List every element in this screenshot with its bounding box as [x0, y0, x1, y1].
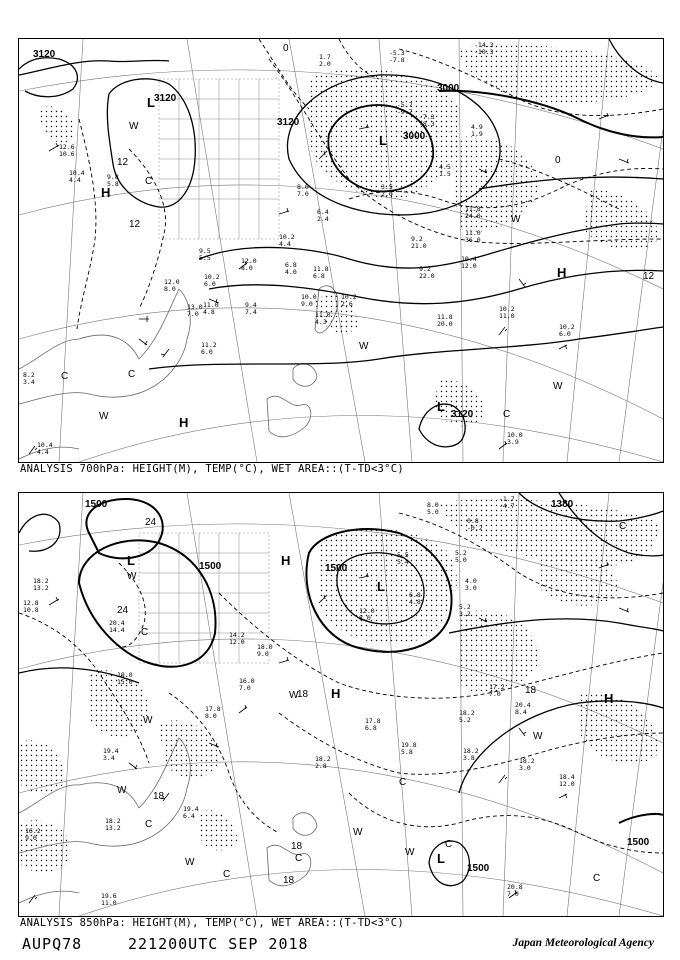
low-pressure-center: L [127, 553, 135, 568]
station-temperature: 19.6 [101, 892, 117, 900]
contour-label: 3120 [451, 409, 474, 420]
station-dewpoint-depression: 7.0 [187, 310, 199, 318]
low-pressure-center: L [379, 133, 387, 148]
station-temperature: 19.4 [103, 747, 119, 755]
station-dewpoint-depression: 2.4 [317, 215, 329, 223]
station-dewpoint-depression: 9.0 [25, 834, 37, 842]
station-temperature: 12.6 [59, 143, 75, 151]
station-dewpoint-depression: 6.0 [559, 330, 571, 338]
warm-marker: W [553, 381, 563, 392]
station-temperature: 14.2 [229, 631, 245, 639]
station-dewpoint-depression: 8.4 [515, 708, 527, 716]
station-dewpoint-depression: 3.0 [465, 584, 477, 592]
station-dewpoint-depression: 8.0 [164, 285, 176, 293]
station-temperature: 4.0 [465, 577, 477, 585]
station-temperature: -5.7 [397, 101, 413, 109]
contour-label: 18 [291, 841, 303, 852]
station-temperature: 11.2 [201, 341, 217, 349]
warm-marker: W [99, 411, 109, 422]
station-dewpoint-depression: 22.0 [419, 272, 435, 280]
station-dewpoint-depression: 8.0 [205, 712, 217, 720]
station-temperature: -5.3 [389, 49, 405, 57]
station-temperature: 0.8 [467, 517, 479, 525]
station-dewpoint-depression: 3.0 [519, 764, 531, 772]
warm-marker: W [533, 731, 543, 742]
high-pressure-center: H [604, 691, 614, 706]
station-temperature: 18.2 [519, 757, 535, 765]
station-dewpoint-depression: 6.0 [204, 280, 216, 288]
station-dewpoint-depression: 3.9 [507, 438, 519, 446]
station-dewpoint-depression: -7.8 [389, 56, 405, 64]
station-temperature: 5.2 [455, 549, 467, 557]
station-temperature: 17.2 [489, 683, 505, 691]
station-temperature: -14.3 [474, 41, 494, 49]
station-dewpoint-depression: 5.0 [427, 508, 439, 516]
station-dewpoint-depression: 4.3 [315, 318, 327, 326]
station-dewpoint-depression: 4.4 [69, 176, 81, 184]
station-temperature: 16.2 [25, 827, 41, 835]
station-dewpoint-depression: -9.7 [397, 108, 413, 116]
station-dewpoint-depression: 8.0 [241, 264, 253, 272]
station-dewpoint-depression: 8.0 [359, 614, 371, 622]
contour-label: 0 [283, 43, 289, 54]
station-temperature: 9.2 [419, 265, 431, 273]
station-temperature: 18.2 [105, 817, 121, 825]
agency-name: Japan Meteorological Agency [512, 937, 654, 949]
station-temperature: 11.8 [465, 205, 481, 213]
station-temperature: 11.0 [203, 301, 219, 309]
station-temperature: 12.0 [164, 278, 180, 286]
station-temperature: 12.0 [359, 607, 375, 615]
contour-label: 24 [117, 605, 129, 616]
station-temperature: 13.0 [187, 303, 203, 311]
station-temperature: 10.2 [279, 233, 295, 241]
station-dewpoint-depression: 2.0 [319, 60, 331, 68]
station-dewpoint-depression: 11.0 [101, 899, 117, 907]
station-temperature: 16.0 [239, 677, 255, 685]
station-dewpoint-depression: 13.2 [33, 584, 49, 592]
station-temperature: 10.4 [461, 255, 477, 263]
caption-850hpa: ANALYSIS 850hPa: HEIGHT(M), TEMP(°C), WET AREA::(T-TD<3°C) [20, 917, 405, 929]
station-dewpoint-depression: 12.0 [559, 780, 575, 788]
station-temperature: -1.7 [499, 495, 515, 503]
station-temperature: 20.4 [109, 619, 125, 627]
station-dewpoint-depression: 9.0 [257, 650, 269, 658]
warm-marker: W [359, 341, 369, 352]
station-temperature: 6.4 [317, 208, 329, 216]
station-temperature: 9.4 [245, 301, 257, 309]
high-pressure-center: H [331, 686, 341, 701]
station-temperature: 3.5 [381, 183, 393, 191]
station-temperature: 18.2 [315, 755, 331, 763]
contour-label: 18 [525, 685, 537, 696]
station-dewpoint-depression: 7.0 [239, 684, 251, 692]
station-dewpoint-depression: 12.0 [461, 262, 477, 270]
station-temperature: 18.0 [257, 643, 273, 651]
contour-label: 3000 [403, 131, 426, 142]
station-temperature: 20.8 [507, 883, 523, 891]
station-temperature: 10.2 [559, 323, 575, 331]
station-dewpoint-depression: 6.4 [183, 812, 195, 820]
warm-marker: W [117, 785, 127, 796]
high-pressure-center: H [557, 265, 567, 280]
station-temperature: 11.8 [313, 265, 329, 273]
station-temperature: -7.3 [419, 113, 435, 121]
station-temperature: 11.0 [315, 311, 331, 319]
station-dewpoint-depression: 3.4 [103, 754, 115, 762]
station-temperature: 17.8 [365, 717, 381, 725]
station-temperature: 4.9 [471, 123, 483, 131]
station-dewpoint-depression: 7.4 [245, 308, 257, 316]
station-dewpoint-depression: -8.3 [419, 120, 435, 128]
low-pressure-center: L [377, 579, 385, 594]
station-temperature: 8.0 [427, 501, 439, 509]
station-temperature: 9.8 [107, 173, 119, 181]
contour-label: 1500 [627, 837, 650, 848]
station-temperature: 20.4 [515, 701, 531, 709]
station-temperature: 10.2 [499, 305, 515, 313]
station-temperature: 1.7 [319, 53, 331, 61]
cold-marker: C [445, 839, 453, 850]
contour-label: 3120 [154, 93, 177, 104]
low-pressure-center: L [147, 95, 155, 110]
contour-label: 1500 [199, 561, 222, 572]
hatched-area [159, 79, 279, 239]
warm-marker: W [353, 827, 363, 838]
station-dewpoint-depression: 20.0 [437, 320, 453, 328]
cold-marker: C [503, 409, 511, 420]
station-dewpoint-depression: 21.0 [411, 242, 427, 250]
high-pressure-center: H [179, 415, 189, 430]
station-dewpoint-depression: 13.2 [105, 824, 121, 832]
chart-700hpa-canvas [19, 39, 663, 462]
high-pressure-center: H [281, 553, 291, 568]
station-dewpoint-depression: 5.8 [107, 180, 119, 188]
station-temperature: 8.0 [297, 183, 309, 191]
station-dewpoint-depression: 14.4 [109, 626, 125, 634]
station-temperature: 18.0 [117, 671, 133, 679]
station-temperature: 10.0 [301, 293, 317, 301]
station-dewpoint-depression: -10.3 [474, 48, 494, 56]
station-temperature: 6.8 [409, 591, 421, 599]
contour-label: 1380 [551, 499, 574, 510]
warm-marker: W [129, 121, 139, 132]
low-pressure-center: L [437, 851, 445, 866]
station-temperature: 10.0 [507, 431, 523, 439]
station-dewpoint-depression: 6.8 [365, 724, 377, 732]
contour-label: 1500 [325, 563, 348, 574]
warm-marker: W [289, 690, 299, 701]
station-dewpoint-depression: 1.9 [471, 130, 483, 138]
station-temperature: 10.2 [204, 273, 220, 281]
contour-label: 24 [145, 517, 157, 528]
station-temperature: 11.8 [437, 313, 453, 321]
station-dewpoint-depression: 4.4 [279, 240, 291, 248]
station-dewpoint-depression: 5.2 [459, 716, 471, 724]
cold-marker: C [223, 869, 231, 880]
chart-850hpa-canvas [19, 493, 663, 916]
station-temperature: 9.2 [411, 235, 423, 243]
station-dewpoint-depression: 10.6 [59, 150, 75, 158]
contour-label: 12 [117, 157, 129, 168]
station-dewpoint-depression: 5.8 [401, 748, 413, 756]
station-temperature: 10.4 [69, 169, 85, 177]
cold-marker: C [619, 521, 627, 532]
chart-850hpa [18, 492, 664, 917]
contour-label: 3120 [277, 117, 300, 128]
station-temperature: 5.2 [459, 603, 471, 611]
station-dewpoint-depression: 11.0 [499, 312, 515, 320]
station-dewpoint-depression: 4.8 [203, 308, 215, 316]
station-temperature: 18.2 [33, 577, 49, 585]
station-temperature: 12.0 [241, 257, 257, 265]
station-temperature: 19.4 [183, 805, 199, 813]
contour-label: 18 [297, 689, 309, 700]
warm-marker: W [511, 214, 521, 225]
station-dewpoint-depression: 3.4 [23, 378, 35, 386]
station-temperature: 8.2 [23, 371, 35, 379]
station-dewpoint-depression: 7.0 [297, 190, 309, 198]
caption-700hpa: ANALYSIS 700hPa: HEIGHT(M), TEMP(°C), WET AREA::(T-TD<3°C) [20, 463, 405, 475]
station-dewpoint-depression: 7.0 [507, 890, 519, 898]
station-dewpoint-depression: 12.0 [229, 638, 245, 646]
cold-marker: C [295, 853, 303, 864]
cold-marker: C [128, 369, 136, 380]
station-dewpoint-depression: 9.0 [301, 300, 313, 308]
cold-marker: C [141, 627, 149, 638]
contour-label: 0 [555, 155, 561, 166]
contour-label: 1500 [85, 499, 108, 510]
cold-marker: C [399, 777, 407, 788]
station-temperature: 5.5 [397, 551, 409, 559]
station-dewpoint-depression: 4.4 [37, 448, 49, 456]
station-dewpoint-depression: 3.8 [463, 754, 475, 762]
station-dewpoint-depression: 6.8 [313, 272, 325, 280]
chart-700hpa [18, 38, 664, 463]
station-dewpoint-depression: 7.0 [489, 690, 501, 698]
warm-marker: W [127, 571, 137, 582]
cold-marker: C [61, 371, 69, 382]
cold-marker: C [145, 819, 153, 830]
station-temperature: 11.0 [465, 229, 481, 237]
station-dewpoint-depression: 2.0 [381, 190, 393, 198]
station-dewpoint-depression: -0.2 [467, 524, 483, 532]
station-temperature: 9.5 [199, 247, 211, 255]
station-dewpoint-depression: 36.0 [465, 236, 481, 244]
station-dewpoint-depression: 10.8 [23, 606, 39, 614]
station-dewpoint-depression: 24.0 [465, 212, 481, 220]
warm-marker: W [405, 847, 415, 858]
station-dewpoint-depression: 2.6 [341, 300, 353, 308]
station-temperature: 6.8 [285, 261, 297, 269]
station-dewpoint-depression: 6.0 [201, 348, 213, 356]
station-temperature: 4.5 [439, 163, 451, 171]
contour-label: 3120 [33, 49, 56, 60]
station-dewpoint-depression: 3.2 [459, 610, 471, 618]
station-dewpoint-depression: 5.4 [397, 558, 409, 566]
contour-label: 3000 [437, 83, 460, 94]
station-dewpoint-depression: 5.0 [455, 556, 467, 564]
chart-code: AUPQ78 [22, 935, 83, 953]
station-dewpoint-depression: 2.8 [315, 762, 327, 770]
warm-marker: W [185, 857, 195, 868]
station-temperature: 18.4 [559, 773, 575, 781]
station-temperature: 18.2 [463, 747, 479, 755]
low-pressure-center: L [437, 399, 445, 414]
contour-label: 12 [643, 271, 655, 282]
station-dewpoint-depression: 4.8 [409, 598, 421, 606]
station-temperature: 10.2 [341, 293, 357, 301]
station-temperature: 12.8 [23, 599, 39, 607]
contour-label: 18 [283, 875, 295, 886]
station-dewpoint-depression: 15.0 [117, 678, 133, 686]
contour-label: 1500 [467, 863, 490, 874]
station-temperature: 18.2 [459, 709, 475, 717]
cold-marker: C [593, 873, 601, 884]
station-temperature: 17.8 [205, 705, 221, 713]
cold-marker: C [145, 176, 153, 187]
station-temperature: 10.4 [37, 441, 53, 449]
station-dewpoint-depression: 4.0 [285, 268, 297, 276]
station-dewpoint-depression: 1.5 [439, 170, 451, 178]
contour-label: 18 [153, 791, 165, 802]
station-dewpoint-depression: 5.5 [199, 254, 211, 262]
warm-marker: W [143, 715, 153, 726]
contour-label: 12 [129, 219, 141, 230]
valid-time: 221200UTC SEP 2018 [128, 935, 309, 953]
station-dewpoint-depression: -4.7 [499, 502, 515, 510]
high-pressure-center: H [101, 185, 111, 200]
station-temperature: 19.8 [401, 741, 417, 749]
